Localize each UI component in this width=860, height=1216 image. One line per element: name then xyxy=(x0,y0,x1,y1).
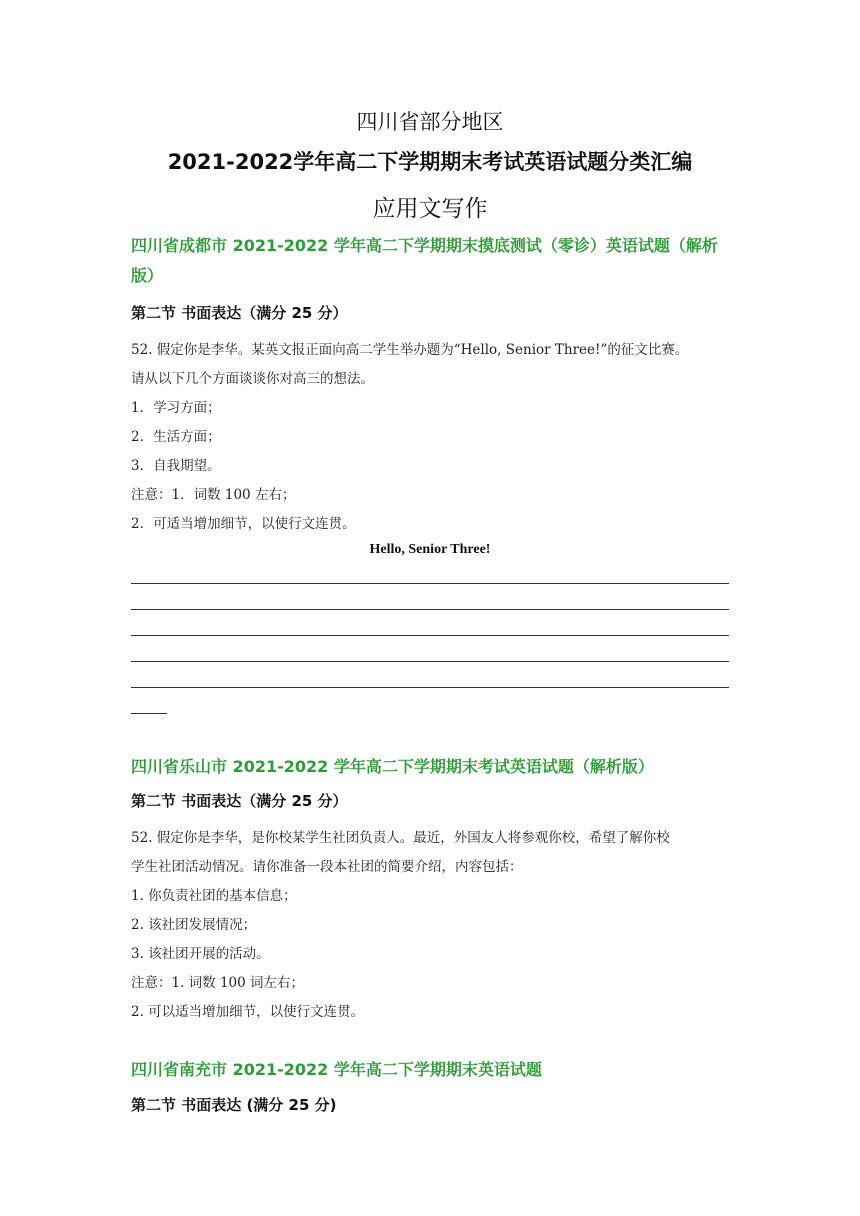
answer-line xyxy=(131,583,729,584)
part-heading: 第二节 书面表达 (满分 25 分) xyxy=(131,1096,337,1114)
answer-line xyxy=(131,687,729,688)
question-text: 学生社团活动情况。请你准备一段本社团的简要介绍，内容包括： xyxy=(131,859,523,875)
answer-line xyxy=(131,609,729,610)
answer-line xyxy=(131,661,729,662)
section-heading-leshan: 四川省乐山市 2021-2022 学年高二下学期期末考试英语试题（解析版） xyxy=(131,757,654,776)
section-heading-nanchong: 四川省南充市 2021-2022 学年高二下学期期末英语试题 xyxy=(131,1060,542,1079)
list-item: 3．自我期望。 xyxy=(131,458,221,474)
answer-line xyxy=(131,635,729,636)
answer-line xyxy=(131,713,167,714)
note-text: 2．可适当增加细节，以使行文连贯。 xyxy=(131,516,356,532)
note-text: 注意：1. 词数 100 词左右； xyxy=(131,975,305,991)
list-item: 3. 该社团开展的活动。 xyxy=(131,946,270,962)
question-text: 请从以下几个方面谈谈你对高三的想法。 xyxy=(131,371,374,387)
question-text: 52. 假定你是李华，是你校某学生社团负责人。最近，外国友人将参观你校，希望了解你校 xyxy=(131,830,670,846)
section-heading-chengdu: 四川省成都市 2021-2022 学年高二下学期期末摸底测试（零诊）英语试题（解析版） xyxy=(131,236,718,285)
essay-title: Hello, Senior Three! xyxy=(369,542,491,557)
doc-title-topic: 应用文写作 xyxy=(372,196,488,222)
part-heading: 第二节 书面表达（满分 25 分） xyxy=(131,792,348,810)
doc-title-main: 2021-2022学年高二下学期期末考试英语试题分类汇编 xyxy=(167,150,693,174)
note-text: 2. 可以适当增加细节，以使行文连贯。 xyxy=(131,1004,365,1020)
list-item: 1. 你负责社团的基本信息； xyxy=(131,888,297,904)
list-item: 1．学习方面； xyxy=(131,400,221,416)
doc-title-region: 四川省部分地区 xyxy=(356,110,504,134)
list-item: 2. 该社团发展情况； xyxy=(131,917,257,933)
part-heading: 第二节 书面表达（满分 25 分） xyxy=(131,304,348,322)
list-item: 2．生活方面； xyxy=(131,429,221,445)
note-text: 注意：1．词数 100 左右； xyxy=(131,487,296,503)
question-text: 52. 假定你是李华。某英文报正面向高二学生举办题为“Hello, Senior Three!”的征文比赛。 xyxy=(131,342,689,358)
